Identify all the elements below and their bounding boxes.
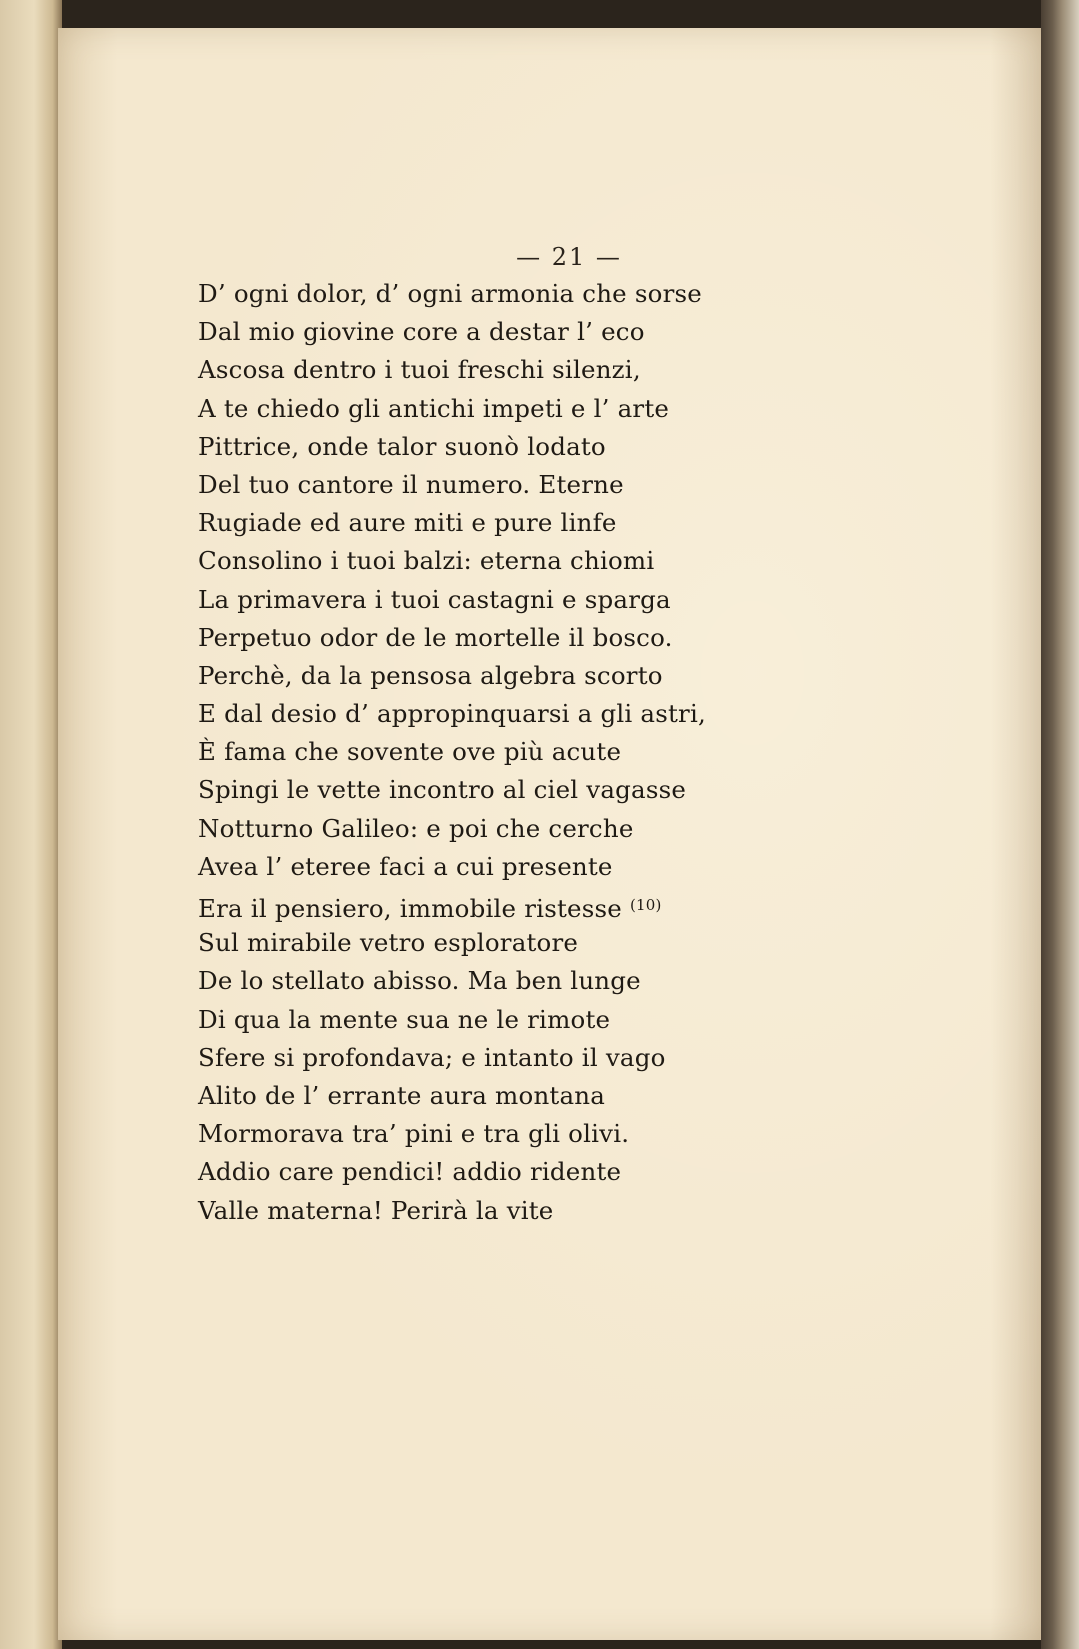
poem-line: Ascosa dentro i tuoi freschi silenzi,: [198, 355, 641, 385]
poem-line: Di qua la mente sua ne le rimote: [198, 1004, 611, 1034]
poem-line: Notturno Galileo: e poi che cerche: [198, 813, 634, 843]
poem-line: Dal mio giovine core a destar l’ eco: [198, 317, 645, 347]
poem-line: Avea l’ eteree faci a cui presente: [198, 851, 613, 881]
poem-line: Addio care pendici! addio ridente: [198, 1157, 622, 1187]
poem-line: Alito de l’ errante aura montana: [198, 1080, 606, 1110]
right-page-edge: [1041, 0, 1079, 1649]
footnote-reference[interactable]: (10): [629, 896, 662, 914]
previous-page-edge: [0, 0, 62, 1649]
poem-line: Perchè, da la pensosa algebra scorto: [198, 660, 663, 690]
poem-line: Sul mirabile vetro esploratore: [198, 928, 579, 958]
poem-line: A te chiedo gli antichi impeti e l’ arte: [198, 393, 670, 423]
poem-line: Rugiade ed aure miti e pure linfe: [198, 508, 617, 538]
poem-line: E dal desio d’ appropinquarsi a gli astri,: [198, 699, 706, 729]
poem-line: De lo stellato abisso. Ma ben lunge: [198, 966, 641, 996]
poem-line: Del tuo cantore il numero. Eterne: [198, 469, 624, 499]
poem-text: [198, 275, 706, 1230]
poem-line: Pittrice, onde talor suonò lodato: [198, 431, 606, 461]
poem-line: Valle materna! Perirà la vite: [198, 1195, 554, 1225]
poem-line-with-footnote: [198, 886, 706, 924]
poem-line: La primavera i tuoi castagni e sparga: [198, 584, 671, 614]
poem-line: D’ ogni dolor, d’ ogni armonia che sorse: [198, 279, 702, 308]
poem-line: Mormorava tra’ pini e tra gli olivi.: [198, 1119, 630, 1149]
poem-line: È fama che sovente ove più acute: [198, 737, 622, 767]
poem-line: Perpetuo odor de le mortelle il bosco.: [198, 622, 673, 652]
poem-line-text: Era il pensiero, immobile ristesse: [198, 894, 622, 923]
poem-line: Consolino i tuoi balzi: eterna chiomi: [198, 546, 655, 576]
poem-line: Spingi le vette incontro al ciel vagasse: [198, 775, 687, 805]
poem-line: Sfere si profondava; e intanto il vago: [198, 1042, 666, 1072]
page-number: — 21 —: [516, 243, 622, 271]
